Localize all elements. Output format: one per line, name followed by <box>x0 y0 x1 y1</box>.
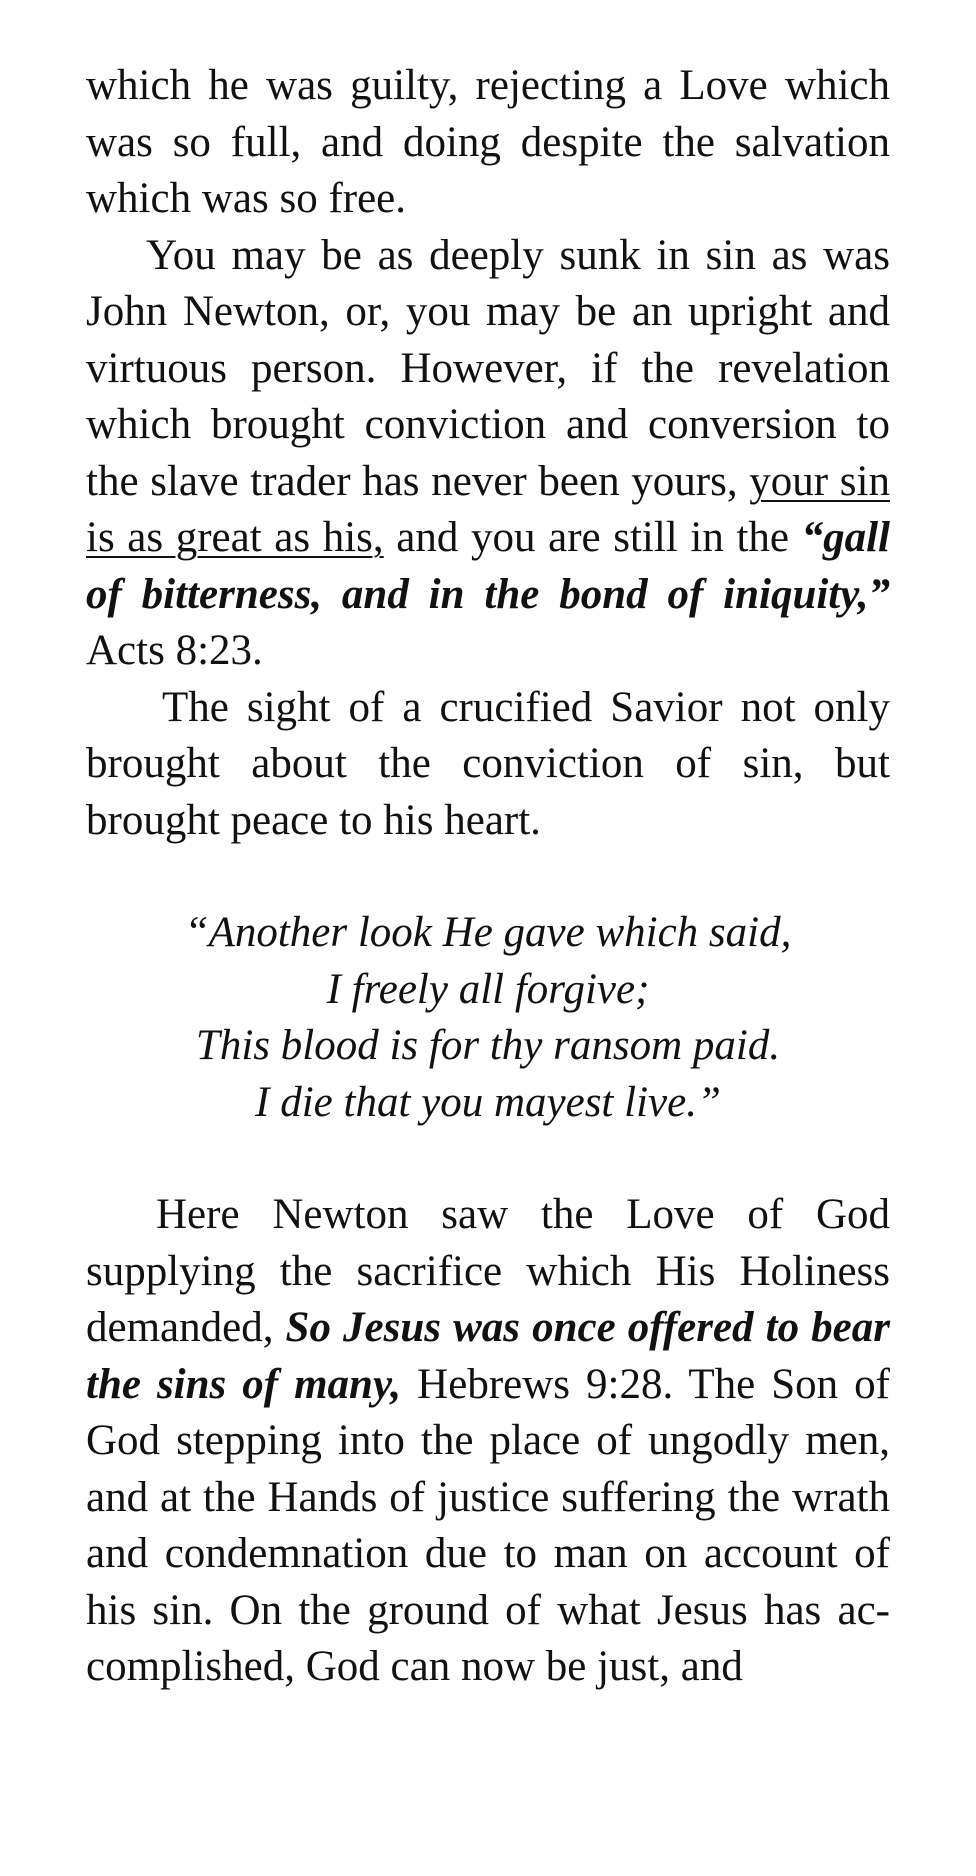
paragraph-text: Here Newton saw the Love of God supplying the sacrifice which His Holiness demanded, <box>86 1191 890 1351</box>
book-page <box>86 58 890 1696</box>
paragraph-continuation: which he was guilty, rejecting a Love which was so full, and doing despite the salvation which was so free. <box>86 62 890 222</box>
scripture-quote: “gall of bitterness, and in the bond of iniquity,” <box>86 514 890 618</box>
scripture-reference: Acts 8:23. <box>86 627 263 674</box>
hymn-line: I freely all forgive; <box>326 965 650 1013</box>
paragraph-newton-comparison <box>86 228 890 680</box>
hymn-line: “Another look He gave which said, <box>184 909 792 956</box>
scripture-quote: So Jesus was once offered to bear the sins of many, <box>86 1304 890 1408</box>
paragraph-love-of-god <box>86 1187 890 1696</box>
hymn-line: I die that you mayest live.” <box>255 1078 721 1126</box>
paragraph-text: You may be as deeply sunk in sin as was John Newton, or, you may be an upright and virtuous person. However, if the revelation which brought conviction and conversion to the slave trader has never been yours, <box>86 231 890 505</box>
hymn-line: This blood is for thy ransom paid. <box>195 1022 781 1069</box>
paragraph-text: and you are still in the <box>383 514 802 561</box>
paragraph-text: Hebrews 9:28. The Son of God stepping into the place of ungodly men, and at the Hands of justice suffering the wrath and condemnation due to man on account of his sin. On the ground of what Jesus has accomplished, God can now be just, and <box>86 1360 890 1690</box>
hymn-verse <box>86 905 890 1131</box>
underlined-emphasis: your sin is as great as his, <box>86 457 890 561</box>
paragraph-crucified-savior: The sight of a crucified Savior not only brought about the conviction of sin, but brought peace to his heart. <box>86 683 890 844</box>
